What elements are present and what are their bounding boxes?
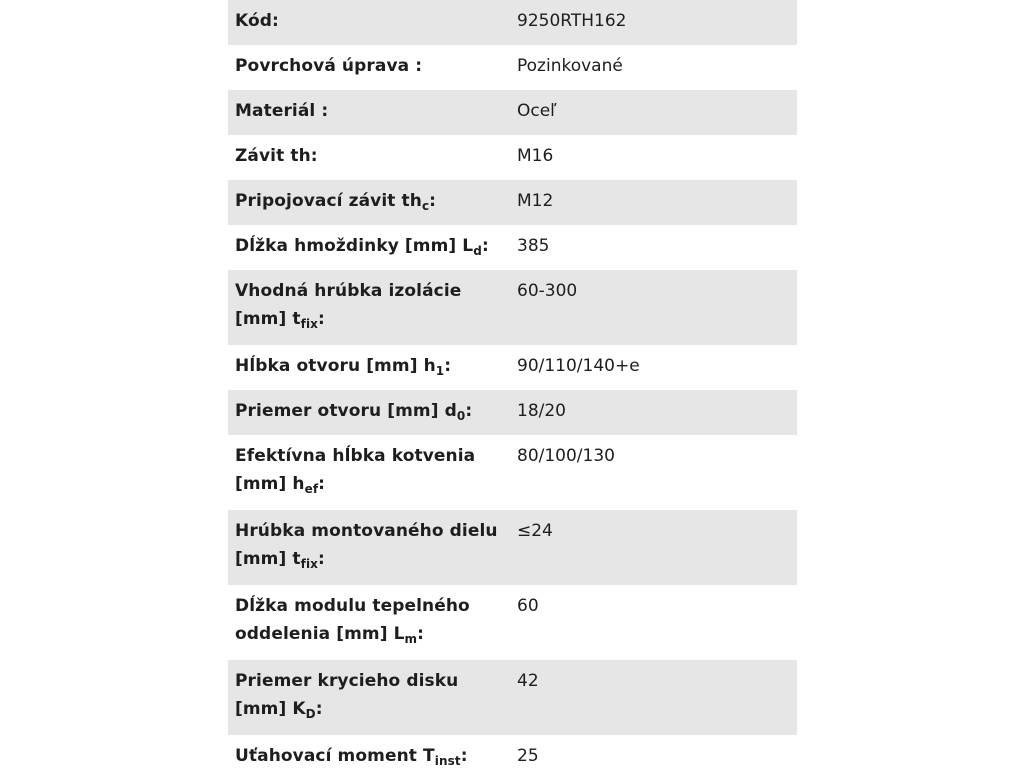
- spec-row-priemer-disku: [228, 660, 797, 735]
- spec-row-pripojovaci-zavit: [228, 180, 797, 225]
- spec-table: [228, 0, 797, 775]
- spec-row-utahovaci-moment: [228, 735, 797, 775]
- spec-label: Priemer otvoru [mm] $d_0$:: [228, 390, 509, 435]
- spec-value: ≤24: [509, 510, 797, 585]
- spec-label: Materiál :: [228, 90, 509, 135]
- spec-label: Pripojovací závit $th_c$:: [228, 180, 509, 225]
- spec-value: 385: [517, 236, 550, 256]
- spec-value: 90/110/140+e: [517, 356, 640, 376]
- spec-row-efektivna-hlbka: [228, 435, 797, 510]
- spec-label: Kód:: [228, 0, 509, 45]
- spec-value: Oceľ: [509, 90, 797, 135]
- spec-value: 60: [517, 596, 539, 616]
- spec-label: Hĺbka otvoru [mm] $h_1$:: [235, 356, 452, 378]
- spec-label: Povrchová úprava :: [235, 56, 423, 76]
- spec-value: M12: [509, 180, 797, 225]
- spec-row-hrubka-izolacie: [228, 270, 797, 345]
- spec-row-hlbka-otvoru: [228, 345, 797, 390]
- spec-row-povrchova-uprava: [228, 45, 797, 90]
- spec-row-zavit: [228, 135, 797, 180]
- spec-value: 60-300: [509, 270, 797, 345]
- spec-row-material: [228, 90, 797, 135]
- spec-value: 80/100/130: [517, 446, 615, 466]
- spec-label: Vhodná hrúbka izolácie [mm] $t_{fix}$:: [228, 270, 509, 345]
- spec-row-priemer-otvoru: [228, 390, 797, 435]
- spec-value: 25: [517, 746, 539, 766]
- spec-label: Závit th:: [235, 146, 318, 166]
- spec-row-dlzka-modulu: [228, 585, 797, 660]
- spec-label: Uťahovací moment $T_{inst}$:: [235, 746, 468, 768]
- spec-label: Dĺžka hmoždinky [mm] $L_d$:: [235, 236, 489, 258]
- spec-row-kod: [228, 0, 797, 45]
- spec-value: Pozinkované: [517, 56, 623, 76]
- spec-label: Priemer krycieho disku [mm] $K_D$:: [228, 660, 509, 735]
- spec-value: 18/20: [509, 390, 797, 435]
- spec-row-hrubka-dielu: [228, 510, 797, 585]
- spec-value: 9250RTH162: [509, 0, 797, 45]
- spec-label: Dĺžka modulu tepelného oddelenia [mm] $L_m$:: [235, 596, 470, 646]
- spec-value: M16: [517, 146, 554, 166]
- spec-label: Hrúbka montovaného dielu [mm] $t_{fix}$:: [228, 510, 509, 585]
- spec-value: 42: [509, 660, 797, 735]
- spec-label: Efektívna hĺbka kotvenia [mm] $h_{ef}$:: [235, 446, 476, 496]
- spec-row-dlzka-hmozdinky: [228, 225, 797, 270]
